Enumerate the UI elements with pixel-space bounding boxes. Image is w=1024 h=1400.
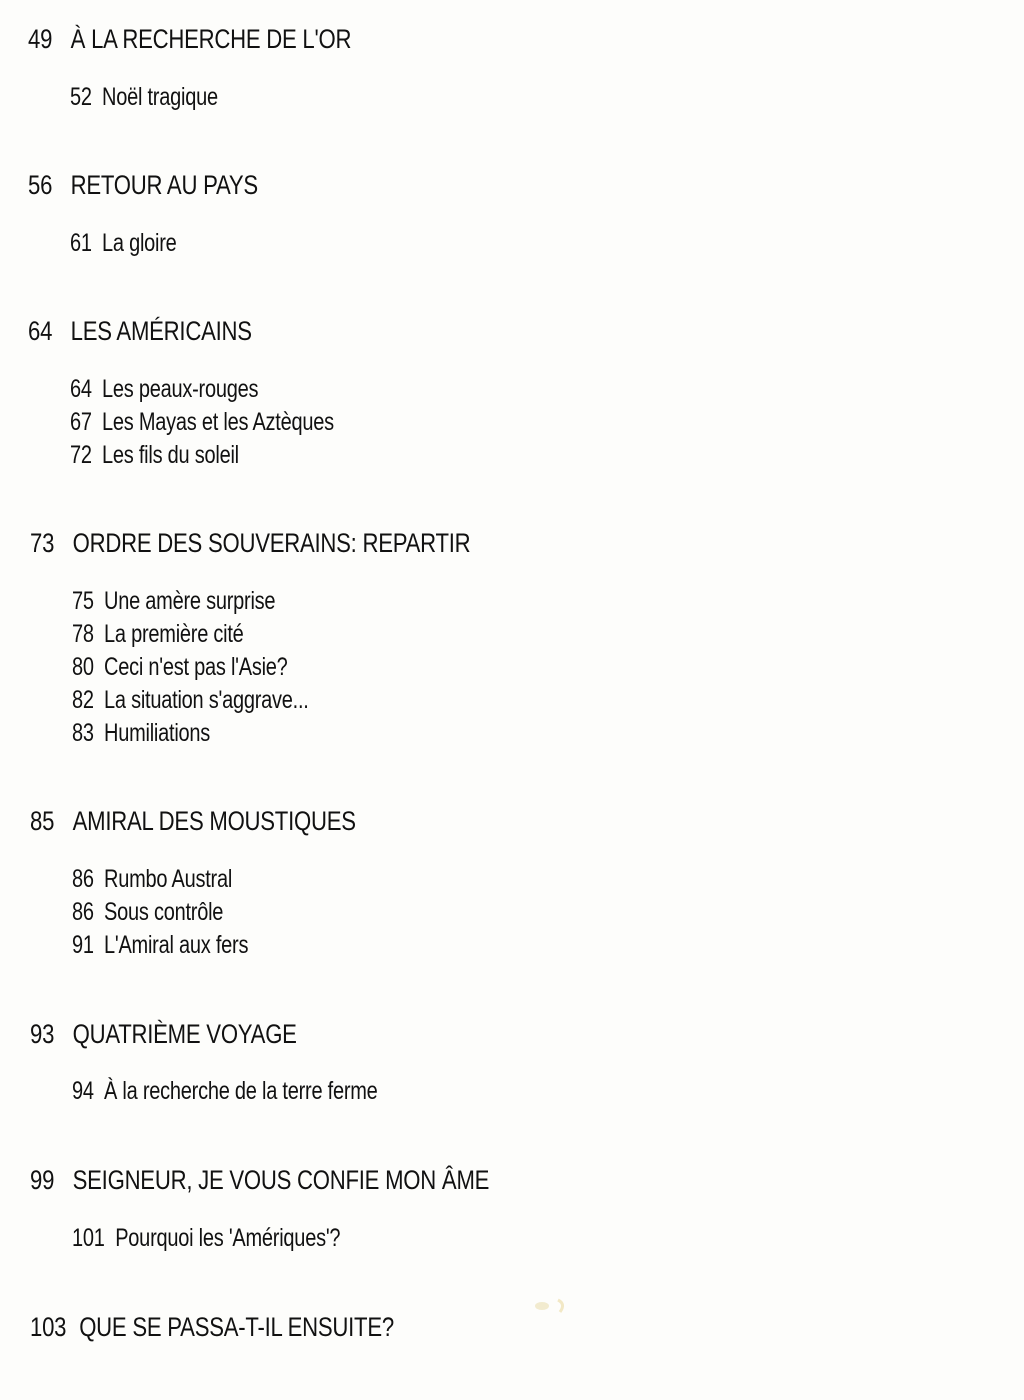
chapter-heading bbox=[28, 316, 252, 347]
entry-page-number: 72 bbox=[70, 441, 92, 469]
entry-page-number: 75 bbox=[72, 587, 94, 615]
entry-page-number: 101 bbox=[72, 1224, 105, 1252]
toc-entry bbox=[70, 229, 177, 258]
entry-title: Les peaux-rouges bbox=[102, 375, 259, 403]
entry-page-number: 61 bbox=[70, 229, 92, 257]
chapter-title: AMIRAL DES MOUSTIQUES bbox=[72, 806, 356, 836]
chapter-page-number: 103 bbox=[30, 1312, 67, 1342]
toc-entry bbox=[72, 719, 210, 748]
chapter-title: À LA RECHERCHE DE L'OR bbox=[70, 24, 352, 54]
entry-title: Humiliations bbox=[104, 719, 211, 747]
chapter-page-number: 49 bbox=[28, 24, 53, 54]
chapter-page-number: 99 bbox=[30, 1165, 55, 1195]
chapter-heading bbox=[30, 528, 470, 559]
toc-entry bbox=[72, 898, 223, 927]
entry-page-number: 86 bbox=[72, 865, 94, 893]
chapter-heading bbox=[30, 1165, 489, 1196]
chapter-page-number: 73 bbox=[30, 528, 55, 558]
toc-entry bbox=[72, 931, 248, 960]
entry-title: Une amère surprise bbox=[104, 587, 276, 615]
entry-title: La situation s'aggrave... bbox=[104, 686, 309, 714]
entry-page-number: 82 bbox=[72, 686, 94, 714]
entry-page-number: 83 bbox=[72, 719, 94, 747]
toc-entry bbox=[72, 620, 244, 649]
toc-entry bbox=[72, 1077, 378, 1106]
chapter-page-number: 56 bbox=[28, 170, 53, 200]
entry-page-number: 78 bbox=[72, 620, 94, 648]
entry-title: L'Amiral aux fers bbox=[104, 931, 249, 959]
entry-title: À la recherche de la terre ferme bbox=[104, 1077, 378, 1105]
chapter-title: LES AMÉRICAINS bbox=[70, 316, 252, 346]
toc-entry bbox=[70, 441, 239, 470]
chapter-heading bbox=[30, 1019, 297, 1050]
entry-page-number: 52 bbox=[70, 83, 92, 111]
toc-entry bbox=[72, 865, 232, 894]
entry-title: Ceci n'est pas l'Asie? bbox=[104, 653, 288, 681]
scan-smudge-mark bbox=[532, 1296, 572, 1316]
toc-entry bbox=[72, 653, 288, 682]
entry-title: Rumbo Austral bbox=[104, 865, 233, 893]
chapter-heading bbox=[28, 24, 351, 55]
toc-entry bbox=[72, 1224, 340, 1253]
toc-entry bbox=[72, 686, 309, 715]
toc-entry bbox=[70, 408, 334, 437]
entry-page-number: 86 bbox=[72, 898, 94, 926]
entry-page-number: 94 bbox=[72, 1077, 94, 1105]
chapter-title: ORDRE DES SOUVERAINS: REPARTIR bbox=[72, 528, 471, 558]
chapter-title: QUATRIÈME VOYAGE bbox=[72, 1019, 297, 1049]
chapter-title: SEIGNEUR, JE VOUS CONFIE MON ÂME bbox=[72, 1165, 490, 1195]
entry-title: La gloire bbox=[102, 229, 177, 257]
chapter-heading bbox=[28, 170, 258, 201]
entry-title: Sous contrôle bbox=[104, 898, 224, 926]
entry-title: Les fils du soleil bbox=[102, 441, 239, 469]
chapter-page-number: 93 bbox=[30, 1019, 55, 1049]
entry-title: Les Mayas et les Aztèques bbox=[102, 408, 334, 436]
entry-title: La première cité bbox=[104, 620, 244, 648]
entry-page-number: 91 bbox=[72, 931, 94, 959]
entry-page-number: 64 bbox=[70, 375, 92, 403]
entry-page-number: 80 bbox=[72, 653, 94, 681]
toc-entry bbox=[70, 83, 218, 112]
chapter-page-number: 85 bbox=[30, 806, 55, 836]
chapter-page-number: 64 bbox=[28, 316, 53, 346]
toc-entry bbox=[70, 375, 258, 404]
toc-entry bbox=[72, 587, 275, 616]
chapter-heading bbox=[30, 1312, 394, 1343]
chapter-title: QUE SE PASSA-T-IL ENSUITE? bbox=[79, 1312, 394, 1342]
chapter-title: RETOUR AU PAYS bbox=[70, 170, 258, 200]
chapter-heading bbox=[30, 806, 356, 837]
entry-title: Noël tragique bbox=[102, 83, 218, 111]
entry-page-number: 67 bbox=[70, 408, 92, 436]
entry-title: Pourquoi les 'Amériques'? bbox=[115, 1224, 341, 1252]
